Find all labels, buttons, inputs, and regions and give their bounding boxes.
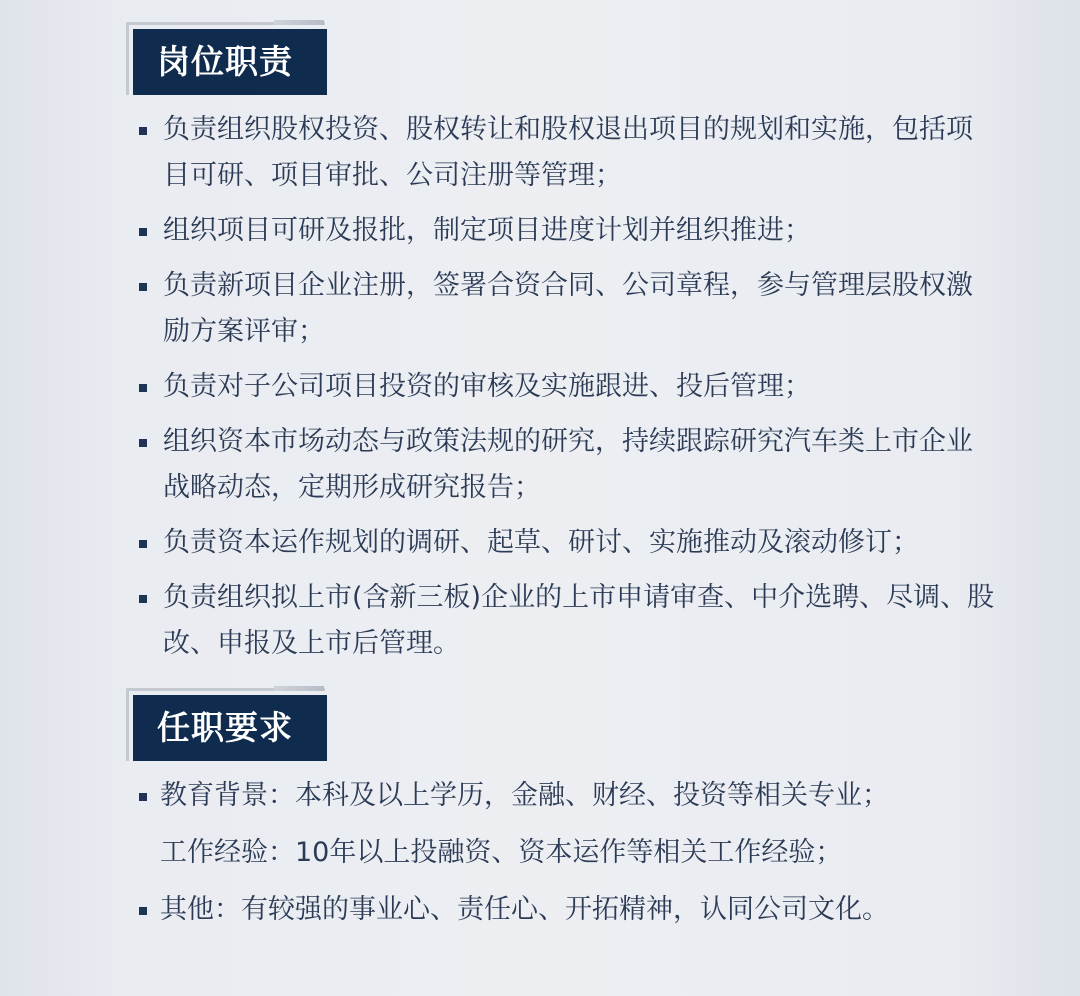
list-item-text: 其他：有较强的事业心、责任心、开拓精神，认同公司文化。 [160, 894, 889, 925]
list-item-text: 负责新项目企业注册，签署合资合同、公司章程，参与管理层股权激励方案评审； [163, 270, 973, 347]
list-item [138, 419, 998, 511]
requirements-list [138, 773, 998, 944]
list-item [138, 520, 998, 566]
list-item-text: 负责对子公司项目投资的审核及实施跟进、投后管理； [163, 371, 811, 402]
list-item [138, 107, 998, 199]
list-item [138, 830, 998, 876]
list-item-text: 负责资本运作规划的调研、起草、研讨、实施推动及滚动修订； [163, 527, 919, 558]
list-item-text: 工作经验：10年以上投融资、资本运作等相关工作经验； [160, 837, 843, 868]
list-item [138, 887, 998, 933]
square-bullet-icon [139, 793, 147, 801]
square-bullet-icon [139, 384, 147, 392]
header-corner-decoration [274, 686, 324, 691]
list-item [138, 575, 998, 667]
square-bullet-icon [139, 283, 147, 291]
list-item-text: 负责组织拟上市(含新三板)企业的上市申请审查、中介选聘、尽调、股改、申报及上市后管理。 [163, 582, 995, 659]
list-item [138, 773, 998, 819]
square-bullet-icon [139, 595, 147, 603]
list-item-text: 负责组织股权投资、股权转让和股权退出项目的规划和实施，包括项目可研、项目审批、公司注册等管理； [163, 114, 973, 191]
square-bullet-icon [139, 228, 147, 236]
section-header-requirements [126, 688, 328, 764]
list-item [138, 364, 998, 410]
section-title-requirements: 任职要求 [133, 695, 327, 761]
list-item-text: 组织项目可研及报批，制定项目进度计划并组织推进； [163, 215, 811, 246]
duties-list [138, 107, 998, 676]
section-header-duties [126, 22, 328, 98]
square-bullet-icon [139, 540, 147, 548]
square-bullet-icon [139, 439, 147, 447]
header-corner-decoration [274, 20, 324, 25]
section-title-duties: 岗位职责 [133, 29, 327, 95]
square-bullet-icon [139, 127, 147, 135]
square-bullet-icon [139, 907, 147, 915]
list-item-text: 教育背景：本科及以上学历，金融、财经、投资等相关专业； [160, 780, 889, 811]
list-item [138, 263, 998, 355]
list-item [138, 208, 998, 254]
list-item-text: 组织资本市场动态与政策法规的研究，持续跟踪研究汽车类上市企业战略动态，定期形成研究报告； [163, 426, 973, 503]
